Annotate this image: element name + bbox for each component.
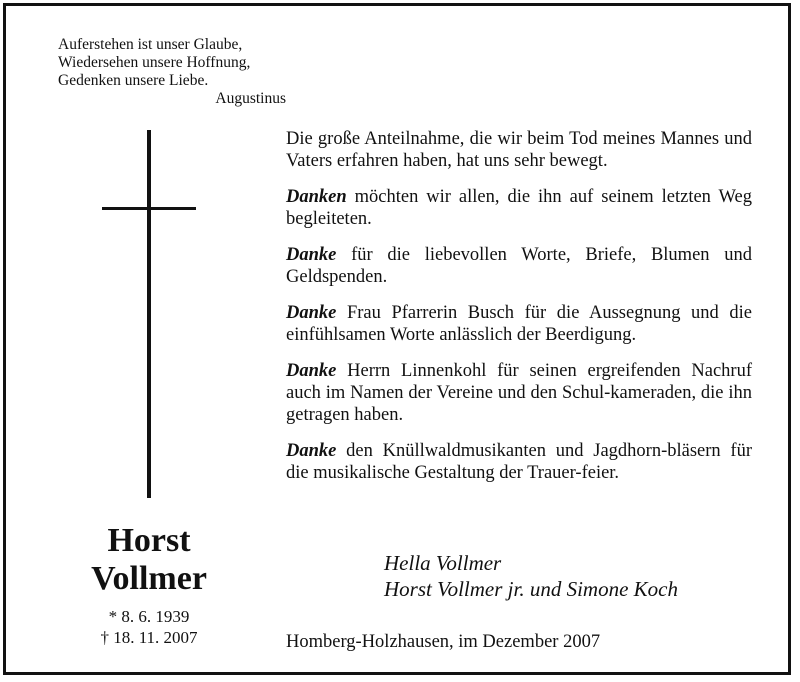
thanks-body: möchten wir allen, die ihn auf seinem letzten Weg begleiteten. bbox=[286, 187, 752, 229]
signer: Hella Vollmer bbox=[384, 551, 502, 575]
verse-author: Augustinus bbox=[215, 90, 286, 107]
intro-paragraph: Die große Anteilnahme, die wir beim Tod meines Mannes und Vaters erfahren haben, hat uns sehr bewegt. bbox=[286, 129, 752, 171]
life-dates bbox=[66, 606, 232, 648]
thanks-paragraph bbox=[286, 360, 752, 426]
thanks-paragraph bbox=[286, 440, 752, 484]
thanks-lead: Danke bbox=[286, 303, 337, 323]
verse bbox=[58, 36, 286, 108]
thanks-body: Frau Pfarrerin Busch für die Aussegnung und die einfühlsamen Worte anlässlich der Beerdigung. bbox=[286, 303, 752, 345]
thanks-paragraph bbox=[286, 244, 752, 288]
verse-line: Wiedersehen unsere Hoffnung, bbox=[58, 54, 251, 71]
signer: Horst Vollmer jr. und Simone Koch bbox=[384, 577, 678, 601]
death-date: † 18. 11. 2007 bbox=[100, 628, 198, 647]
thanks-paragraph bbox=[286, 302, 752, 346]
deceased-name bbox=[66, 522, 232, 598]
thanks-lead: Danken bbox=[286, 187, 347, 207]
thanks-lead: Danke bbox=[286, 441, 337, 461]
verse-line: Auferstehen ist unser Glaube, bbox=[58, 36, 243, 53]
birth-date: * 8. 6. 1939 bbox=[108, 607, 190, 626]
verse-line: Gedenken unsere Liebe. bbox=[58, 72, 209, 89]
thanks-body: für die liebevollen Worte, Briefe, Blumen und Geldspenden. bbox=[286, 245, 752, 287]
last-name: Vollmer bbox=[91, 560, 207, 597]
cross-icon bbox=[147, 130, 151, 498]
thanks-text bbox=[286, 128, 752, 498]
obituary-card bbox=[3, 3, 791, 675]
signers bbox=[384, 550, 764, 602]
thanks-lead: Danke bbox=[286, 361, 337, 381]
thanks-lead: Danke bbox=[286, 245, 337, 265]
place-date: Homberg-Holzhausen, im Dezember 2007 bbox=[286, 632, 601, 652]
thanks-paragraph bbox=[286, 186, 752, 230]
thanks-body: den Knüllwaldmusikanten und Jagdhorn-bläsern für die musikalische Gestaltung der Trauer-feier. bbox=[286, 441, 752, 483]
cross-icon-bar bbox=[102, 207, 196, 210]
first-name: Horst bbox=[107, 522, 191, 559]
thanks-body: Herrn Linnenkohl für seinen ergreifenden Nachruf auch im Namen der Vereine und den Schul-kameraden, die ihn getragen haben. bbox=[286, 361, 752, 425]
